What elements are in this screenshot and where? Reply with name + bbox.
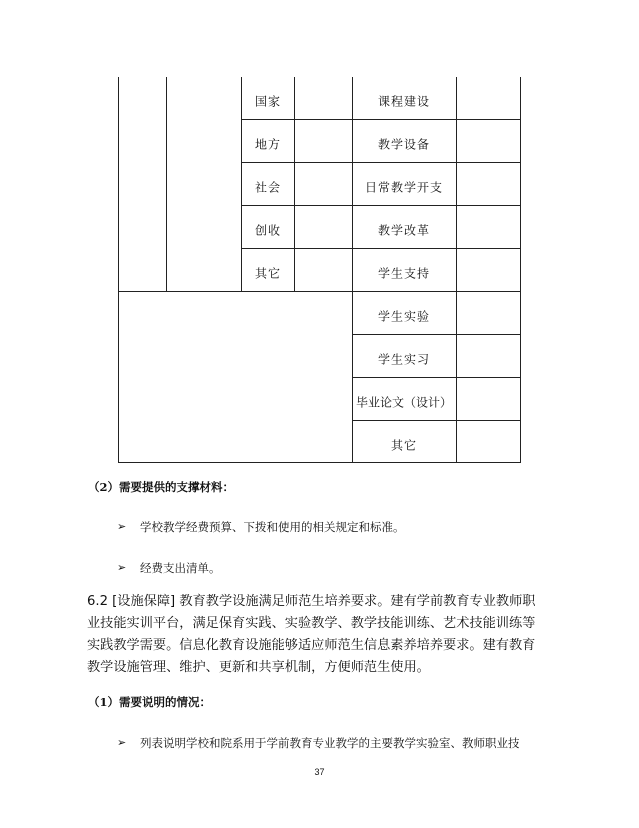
table-vline — [352, 77, 353, 463]
table-cell-expenditure: 其它 — [390, 438, 418, 453]
table-cell-expenditure: 学生实习 — [377, 352, 431, 367]
section-heading-materials: （2）需要提供的支撑材料： — [88, 480, 235, 494]
table-cell-source: 创收 — [254, 223, 282, 238]
arrow-bullet-icon: ➢ — [117, 561, 127, 574]
page-number: 37 — [314, 767, 325, 777]
table-cell-expenditure: 毕业论文（设计） — [355, 395, 453, 410]
table-cell-expenditure: 日常教学开支 — [364, 180, 444, 195]
table-cell-source: 国家 — [254, 94, 282, 109]
table-border-right — [520, 77, 521, 463]
table-hline — [352, 334, 521, 335]
table-hline — [241, 205, 521, 206]
table-cell-expenditure: 学生实验 — [377, 309, 431, 324]
list-item: 经费支出清单。 — [140, 561, 221, 575]
table-cell-source: 地方 — [254, 137, 282, 152]
table-vline — [241, 77, 242, 291]
table-vline — [166, 77, 167, 291]
arrow-bullet-icon: ➢ — [117, 520, 127, 533]
table-hline — [352, 420, 521, 421]
table-cell-source: 其它 — [254, 266, 282, 281]
table-border-left — [118, 77, 119, 463]
table-vline — [456, 77, 457, 463]
table-hline — [352, 377, 521, 378]
section-6-2-paragraph: 6.2 [设施保障] 教育教学设施满足师范生培养要求。建有学前教育专业教师职业技能实训平台，满足保育实践、实验教学、教学技能训练、艺术技能训练等实践教学需要。信息化教育设施能够适应师范生信息素养培养要求。建有教育教学设施管理、维护、更新和共享机制，方便师范生使用。 — [87, 594, 536, 675]
table-hline — [241, 119, 521, 120]
table-border-bottom — [118, 462, 521, 463]
table-cell-expenditure: 学生支持 — [377, 266, 431, 281]
table-cell-expenditure: 课程建设 — [377, 94, 431, 109]
arrow-bullet-icon: ➢ — [117, 736, 127, 749]
table-hline — [241, 248, 521, 249]
table-cell-source: 社会 — [254, 180, 282, 195]
list-item: 列表说明学校和院系用于学前教育专业教学的主要教学实验室、教师职业技 — [140, 736, 520, 750]
funding-table — [118, 77, 521, 463]
table-hline — [118, 291, 521, 292]
table-cell-expenditure: 教学设备 — [377, 137, 431, 152]
section-heading-explain: （1）需要说明的情况： — [88, 695, 212, 709]
table-cell-expenditure: 教学改革 — [377, 223, 431, 238]
table-hline — [241, 162, 521, 163]
table-vline — [294, 77, 295, 291]
list-item: 学校教学经费预算、下拨和使用的相关规定和标准。 — [140, 520, 405, 534]
